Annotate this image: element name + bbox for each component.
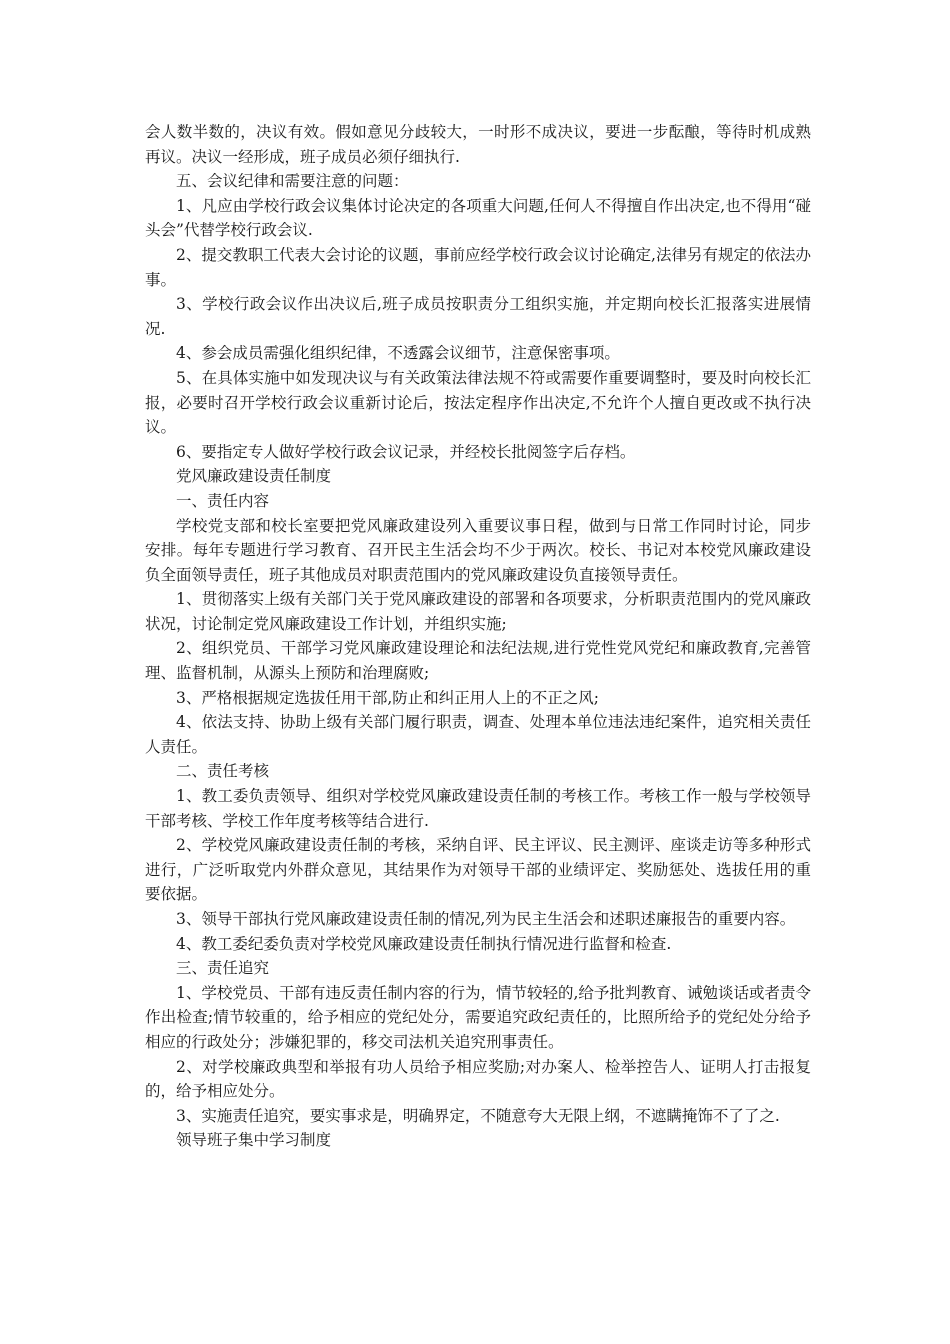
paragraph-23: 2、对学校廉政典型和举报有功人员给予相应奖励;对办案人、检举控告人、证明人打击报复的，给予相应处分。 xyxy=(145,1057,811,1101)
paragraph-19: 3、领导干部执行党风廉政建设责任制的情况,列为民主生活会和述职述廉报告的重要内容。 xyxy=(176,910,796,928)
document-section-title-leadership-study: 领导班子集中学习制度 xyxy=(176,1131,332,1150)
paragraph-22: 1、学校党员、干部有违反责任制内容的行为，情节较轻的,给予批判教育、诫勉谈话或者责令作出检查;情节较重的，给予相应的党纪处分，需要追究政纪责任的，比照所给予的党纪处分给予相应的行政处分；涉嫌犯罪的，移交司法机关追究刑事责任。 xyxy=(145,983,811,1051)
paragraph-3: 1、凡应由学校行政会议集体讨论决定的各项重大问题,任何人不得擅自作出决定,也不得用“碰头会”代替学校行政会议. xyxy=(145,196,811,240)
paragraph-12: 1、贯彻落实上级有关部门关于党风廉政建设的部署和各项要求，分析职责范围内的党风廉政状况，讨论制定党风廉政建设工作计划，并组织实施; xyxy=(145,590,811,633)
paragraph-20: 4、教工委纪委负责对学校党风廉政建设责任制执行情况进行监督和检查. xyxy=(176,934,672,953)
paragraph-6: 4、参会成员需强化组织纪律，不透露会议细节，注意保密事项。 xyxy=(176,344,620,363)
paragraph-17: 1、教工委负责领导、组织对学校党风廉政建设责任制的考核工作。考核工作一般与学校领导干部考核、学校工作年度考核等结合进行. xyxy=(145,787,811,830)
paragraph-8: 6、要指定专人做好学校行政会议记录，并经校长批阅签字后存档。 xyxy=(176,442,636,461)
section-heading-responsibility-assessment: 二、责任考核 xyxy=(176,762,270,781)
paragraph-4: 2、提交教职工代表大会讨论的议题，事前应经学校行政会议讨论确定,法律另有规定的依法办事。 xyxy=(145,245,811,289)
paragraph-11: 学校党支部和校长室要把党风廉政建设列入重要议事日程，做到与日常工作同时讨论，同步安排。每年专题进行学习教育、召开民主生活会均不少于两次。校长、书记对本校党风廉政建设负全面领导责任，班子其他成员对职责范围内的党风廉政建设负直接领导责任。 xyxy=(145,516,811,584)
paragraph-24: 3、实施责任追究，要实事求是，明确界定，不随意夸大无限上纲，不遮瞒掩饰不了了之. xyxy=(176,1106,780,1125)
paragraph-14: 3、严格根据规定选拔任用干部,防止和纠正用人上的不正之风; xyxy=(176,688,600,707)
paragraph-7: 5、在具体实施中如发现决议与有关政策法律法规不符或需要作重要调整时，要及时向校长汇报，必要时召开学校行政会议重新讨论后，按法定程序作出决定,不允许个人擅自更改或不执行决议。 xyxy=(145,368,811,437)
document-section-title-party-integrity: 党风廉政建设责任制度 xyxy=(176,467,332,486)
paragraph-1: 会人数半数的，决议有效。假如意见分歧较大，一时形不成决议，要进一步酝酿，等待时机成熟再议。决议一经形成，班子成员必须仔细执行. xyxy=(145,123,811,166)
section-heading-responsibility-content: 一、责任内容 xyxy=(176,491,270,510)
section-heading-meeting-discipline: 五、会议纪律和需要注意的问题： xyxy=(176,172,409,191)
paragraph-5: 3、学校行政会议作出决议后,班子成员按职责分工组织实施，并定期向校长汇报落实进展情况. xyxy=(145,295,811,338)
paragraph-18: 2、学校党风廉政建设责任制的考核，采纳自评、民主评议、民主测评、座谈走访等多种形式进行，广泛听取党内外群众意见，其结果作为对领导干部的业绩评定、奖励惩处、选拔任用的重要依据。 xyxy=(145,836,811,904)
paragraph-13: 2、组织党员、干部学习党风廉政建设理论和法纪法规,进行党性党风党纪和廉政教育,完善管理、监督机制，从源头上预防和治理腐败; xyxy=(145,639,811,683)
document-body xyxy=(145,120,811,1153)
paragraph-15: 4、依法支持、协助上级有关部门履行职责，调查、处理本单位违法违纪案件，追究相关责任人责任。 xyxy=(145,713,811,756)
section-heading-accountability: 三、责任追究 xyxy=(176,959,270,978)
